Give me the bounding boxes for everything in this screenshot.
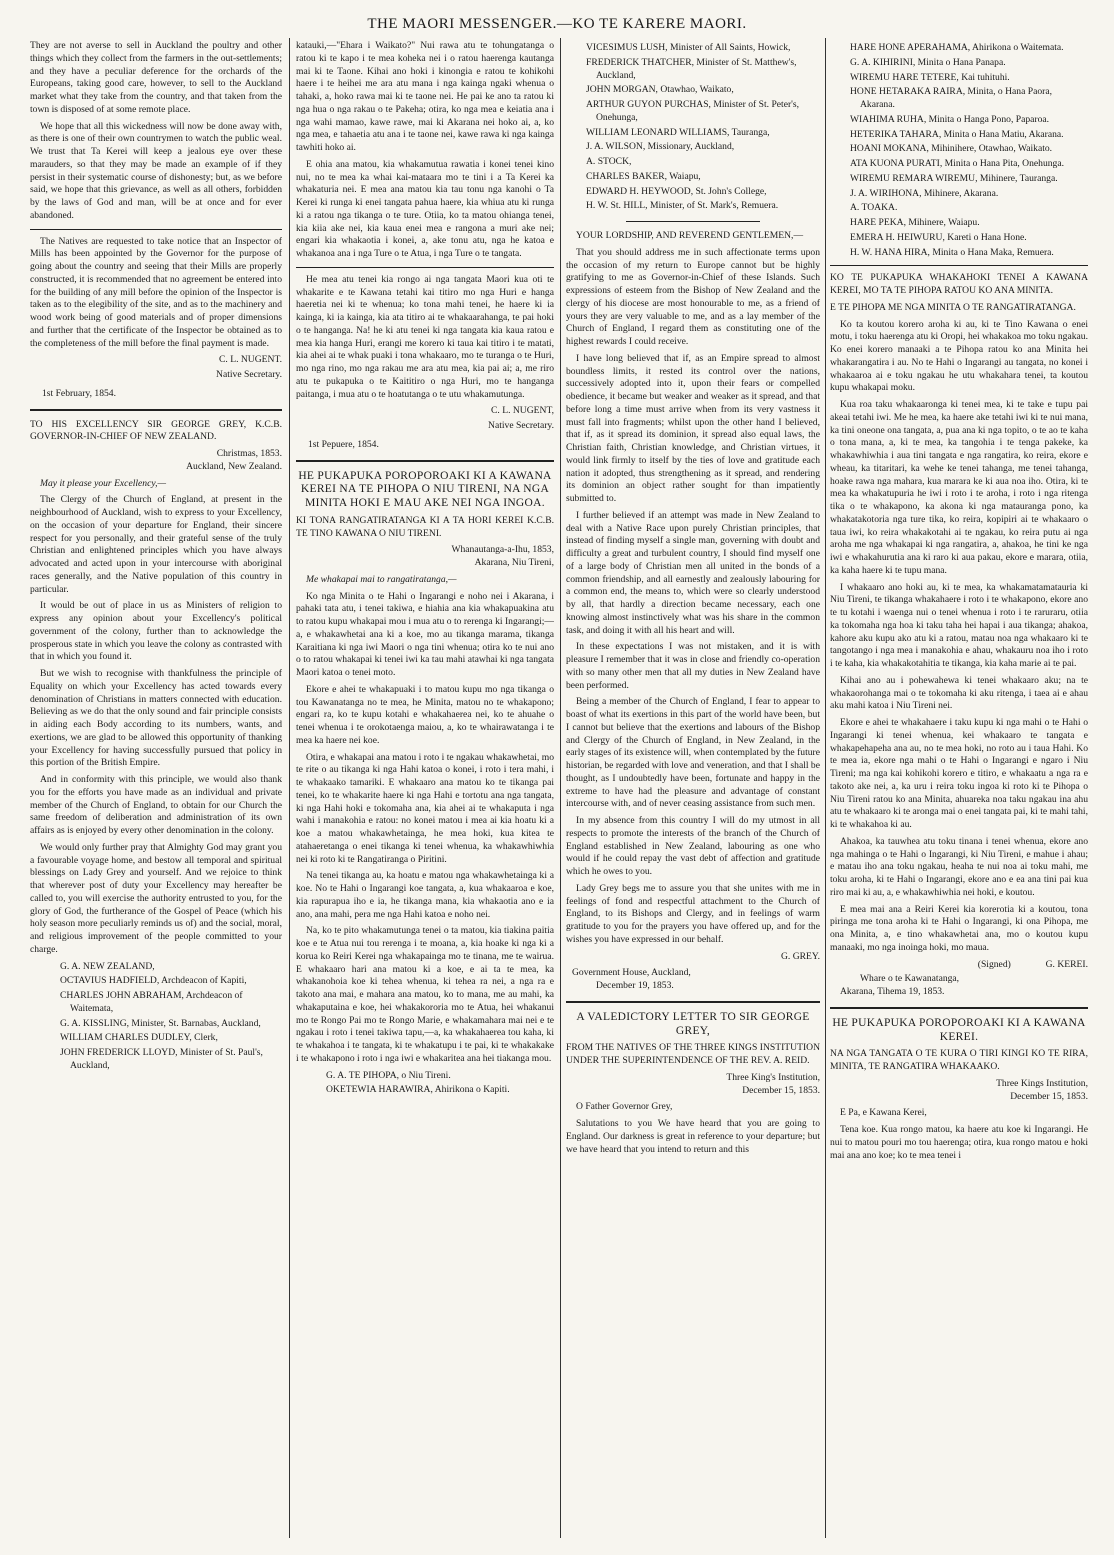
government-house: Government House, Auckland, bbox=[572, 967, 691, 979]
column-2 bbox=[296, 40, 554, 1545]
signature-name: C. L. NUGENT. bbox=[219, 354, 282, 366]
signatory: WIREMU HARE TETERE, Kai tuhituhi. bbox=[850, 71, 1010, 83]
signatory: JOHN MORGAN, Otawhao, Waikato, bbox=[586, 84, 734, 96]
notice-paragraph: He mea atu tenei kia rongo ai nga tangata Maori kua oti te whakarite e te Kawana tetahi kai titiro mo nga Huri e hanga haeretia nei ki te whenua; ko tona mahi tenei, he haere ki ia kainga, ki ia kainga, kia ata titiro ai te whakaarahanga, te pai hoki o te hanganga. Na! he ki atu tenei ki nga tangata kia kaua ratou e mea kia hanga Huri, erangi me korero ki taua kai titiro i te matati, kia ahei ai te whak puaki i tona whakaaro, mo te turanga o te Huri, mo nga rino, mo nga rakau me ara atu mea, kia pai ai; a, me riro atu te pukapuka o te Kaititiro o nga Huri, mo te hanganga paitanga, i mua atu o te hoatutanga o te utu whakamutunga. bbox=[296, 273, 554, 400]
institution-name: Three Kings Institution, bbox=[996, 1077, 1088, 1089]
article-paragraph: E ohia ana matou, kia whakamutua rawatia i konei tenei kino nui, no te mea ka whai kai-mataara mo te tini i a Ta Kerei ka whakaturia nei. E mea ana matou kia tau tonu nga kanohi o Ta Kerei ki runga ki enei tangata pahua haere, kia whiua atu ki runga ki a ratou nga tikanga o te ture. Otiia, ko ta matou ohianga tenei, kia kiia ake nei, kia kaua enei mea e rangona a muri ake nei; engari kia whakaotia i konei, a, ake tonu atu, nga he katoa e whakanoa ana i nga Ture o te Atua, i nga Ture o te tangata. bbox=[296, 158, 554, 259]
letter-paragraph: It would be out of place in us as Ministers of religion to express any opinion about your Excellency's political government of the colony, further than to acknowledge the prosperous state in which you leave the colony as contrasted with that in which you found it. bbox=[30, 600, 282, 663]
signatory: WILLIAM CHARLES DUDLEY, Clerk, bbox=[60, 1032, 218, 1044]
government-house-date: December 19, 1853. bbox=[596, 980, 674, 991]
signatories-list bbox=[830, 42, 1088, 259]
letter-greeting: E Pa, e Kawana Kerei, bbox=[840, 1107, 927, 1119]
institution-name: Three King's Institution, bbox=[726, 1071, 820, 1083]
letter-greeting: O Father Governor Grey, bbox=[576, 1101, 673, 1113]
institution-date: December 15, 1853. bbox=[1010, 1090, 1088, 1102]
institution-date: December 15, 1853. bbox=[742, 1084, 820, 1096]
letter-paragraph: Ekore e ahei te whakapuaki i to matou kupu mo nga tikanga o tou Kawanatanga no te mea, he Minita, matou no te whakapono; engari ra, ko te kupu kotahi e whakahaerea nei, ko te ahuahe o tenei whenua i te orokotaenga maiou, a, ko te whairawatanga i te mea ka haere nei koe. bbox=[296, 683, 554, 746]
letter-subheading: NA NGA TANGATA O TE KURA O TIRI KINGI KO TE RIRA, MINITA, TE RANGATIRA WHAKAAKO. bbox=[830, 1048, 1088, 1073]
signatory: HARE PEKA, Mihinere, Waiapu. bbox=[850, 217, 980, 228]
signatories-list bbox=[296, 1070, 554, 1098]
letter-paragraph: Ko nga Minita o te Hahi o Ingarangi e noho nei i Akarana, i pahaki tata atu, i tenei takiwa, e hiahia ana kia whakapuakina atu to ratou kupu whakapai mou i mua atu o to rerenga ki Ingarangi;—a, e whakawhetai ana ki a koe, mo au tikanga marama, tikanga Karaitiana ki nga iwi Maori o nga tini whenua; otira ko te nui ano o to ratou whakapai ki tenei iwi ka tau mahi atawhai ki nga tangata Maori katoa o tenei moto. bbox=[296, 590, 554, 679]
reply-paragraph: E mea mai ana a Reiri Kerei kia korerotia ki a koutou, tona piringa me tona aroha ki te Hahi o Ingarangi, ki ona Pihopa, me ona Minita, a, e tino whakawhetai ana, mo o koutou kupu manaaki, mo nga inoinga hoki, mo maua. bbox=[830, 903, 1088, 953]
government-house-date: Akarana, Tihema 19, 1853. bbox=[840, 986, 945, 997]
letter-place: Akarana, Niu Tireni, bbox=[474, 557, 554, 569]
divider bbox=[566, 1001, 820, 1003]
signatory: HARE HONE APERAHAMA, Ahirikona o Waitemata. bbox=[850, 42, 1064, 53]
letter-paragraph: We would only further pray that Almighty God may grant you a favourable voyage home, and bestow all temporal and spiritual blessings on Lady Grey and yourself. And we rejoice to think that wherever post of duty your Excellency may hereafter be called to, you will exercise the authority entrusted to you, for the glory of God, the furtherance of the Gospel of Peace (which his holy season more peculiarly reminds us of) and the social, moral, and religious improvement of the people committed to your charge. bbox=[30, 841, 282, 955]
article-paragraph: katauki,—"Ehara i Waikato?" Nui rawa atu te tohungatanga o ratou ki te kapo i te mea koheka nei i o ratou haerenga kautanga mai ki te Taone. Kihai ano hoki i kinongia e ratou te kohikohi haere i te heihei me ara atu mana i nga kainga ngaki whenua o tahaki, a, hoko rawa mai ki te taone nei. He pai ke ano ta ratou ki nga hua o nga rakau o te Pakeha; otira, ko nga mea e keiatia ana i nga wahi mamao, kawe rawe, mai ki Akarana nei hoko ai, a, ko nga mea, e tahaetia atu ana i te taone nei, kawe rawa ki nga kainga tawhiti hoko ai. bbox=[296, 40, 554, 153]
signatory: G. A. NEW ZEALAND, bbox=[60, 960, 155, 972]
reply-salutation: YOUR LORDSHIP, AND REVEREND GENTLEMEN,— bbox=[576, 230, 804, 241]
reply-heading: KO TE PUKAPUKA WHAKAHOKI TENEI A KAWANA KEREI, MO TA TE PIHOPA RATOU KO ANA MINITA. bbox=[830, 272, 1088, 296]
notice-paragraph: The Natives are requested to take notice that an Inspector of Mills has been appointed by the Governor for the purpose of going about the country and seeing that their Mills are properly constructed, it is recommended that no agreement be entered into for the building of any mill before the opinion of the Inspector is taken as to the elegibility of the site, and as to the machinery and wood work being of good materials and of proper dimensions and further that the certificate of the Inspector be obtained as to the completeness of the mill before the final payment is made. bbox=[30, 235, 282, 349]
reply-paragraph: Lady Grey begs me to assure you that she unites with me in feelings of fond and respectful attachment to the Church of England, to its Bishops and Clergy, and in feelings of warm gratitude to you for the prayers you have offered up, and for the wishes you have expressed in our behalf. bbox=[566, 882, 820, 945]
signatory: G. A. KISSLING, Minister, St. Barnabas, Auckland, bbox=[60, 1017, 261, 1029]
notice-date: 1st February, 1854. bbox=[42, 387, 116, 399]
letter-address: KI TONA RANGATIRATANGA KI A TA HORI KEREI K.C.B. TE TINO KAWANA O NIU TIRENI. bbox=[296, 514, 554, 539]
reply-address: E TE PIHOPA ME NGA MINITA O TE RANGATIRATANGA. bbox=[830, 301, 1076, 313]
signed-label: (Signed) bbox=[977, 958, 1011, 970]
divider bbox=[830, 265, 1088, 266]
reply-paragraph: Ekore e ahei te whakahaere i taku kupu ki nga mahi o te Hahi o Ingarangi ki tenei whenua, kei whakaaro te tangata e whakapehapeha ana au, no te mea hoki, no roto au i taua Hahi. Ko te mea ia, ekore nga mahi o te Hahi o Ingarangi e ngaro i Niu Tireni; ma nga kai kohikohi korero e titiro, e whakaatu a nga ra e takoto ake nei, a, ka uru i reira toku ingoa ki roto ki te Pihopa o Niu Tireni ratou ko ana Minita, ahuareka noa taku ngakau ina ahu atu te whakaaro ki te aronga mai o enei tangata pai, ki te mahi tahi, ki te whakahoa ki au. bbox=[830, 717, 1088, 830]
page-header: THE MAORI MESSENGER.—KO TE KARERE MAORI. bbox=[367, 16, 747, 32]
letter-paragraph: And in conformity with this principle, we would also thank you for the efforts you have made as an individual and private member of the Church of England, to obtain for our Church the same freedom of deliberation and administration of its own affairs as is enjoyed by every other denomination in the colony. bbox=[30, 774, 282, 836]
signatories-list bbox=[566, 42, 820, 213]
column-3 bbox=[566, 40, 820, 1545]
signatory: EMERA H. HEIWURU, Kareti o Hana Hone. bbox=[850, 231, 1027, 243]
letter-paragraph: But we wish to recognise with thankfulness the principle of Equality on which your Excellency has acted towards every denomination of Christians in matters connected with education. Believing as we do that the only sound and fair principle consists in aiding each Body according to its numbers, wants, and exertions, we are glad to be allowed this opportunity of thanking your Excellency for having successfully pursued that policy in this portion of the British Empire. bbox=[30, 668, 282, 769]
reply-paragraph: I whakaaro ano hoki au, ki te mea, ka whakamatamatauria ki Niu Tireni, te tikanga whakahaere i roto i te whakapono, ekore ano te tu kotahi i waenga nui o tenei whenua i roto i te raruraru, otiia ka tokomaha nga hoa ki taku taha hei hapai i aua tikanga; ahakoa, kahore aku kupu ako atu ki a ratou, matau noa nga whakaaro ki te tangotango i nga mea i manakohia e ahau, whakauru noa iho i roto i te kaha, kia whakakotahitia te tikanga, kia kaha marie ai te pai. bbox=[830, 581, 1088, 669]
letter-date: Christmas, 1853. bbox=[216, 448, 282, 459]
signatory: ARTHUR GUYON PURCHAS, Minister of St. Peter's, Onehunga, bbox=[586, 99, 800, 123]
notice-date: 1st Pepuere, 1854. bbox=[308, 438, 379, 450]
signatory: OKETEWIA HARAWIRA, Ahirikona o Kapiti. bbox=[326, 1084, 510, 1096]
signatory: CHARLES BAKER, Waiapu, bbox=[586, 170, 701, 182]
signature-title: Native Secretary. bbox=[488, 420, 554, 431]
reply-paragraph: I further believed if an attempt was made in New Zealand to deal with a Native Race upon purely Christian principles, that instead of finding myself a single man, governing with doubt and difficulty a great and turbulent country, I should find myself one of a large body of Christian men all united in the bonds of a common friendship, and all earnestly and zealously labouring for a common end, the means to, which were so clearly understood by all, that hardly a direction became necessary, each one knowing almost instinctively what was his share in the common task, and doing it with all his heart and will. bbox=[566, 509, 820, 636]
signatory: WIREMU REMARA WIREMU, Mihinere, Tauranga. bbox=[850, 172, 1058, 184]
column-rule bbox=[825, 38, 826, 1538]
signatory: WILLIAM LEONARD WILLIAMS, Tauranga, bbox=[586, 126, 770, 138]
signatory: J. A. WIRIHONA, Mihinere, Akarana. bbox=[850, 187, 999, 199]
signatory: HETERIKA TAHARA, Minita o Hana Matiu, Akarana. bbox=[850, 128, 1064, 140]
signatory: A. TOAKA. bbox=[850, 202, 898, 214]
letter-date: Whanautanga-a-Ihu, 1853, bbox=[451, 544, 554, 556]
letter-paragraph: Salutations to you We have heard that you are going to England. Our darkness is great in reference to your departure; but we have heard that you intend to return and this bbox=[566, 1118, 820, 1155]
section-heading: A VALEDICTORY LETTER TO SIR GEORGE GREY, bbox=[576, 1010, 810, 1037]
letter-paragraph: The Clergy of the Church of England, at present in the neighbourhood of Auckland, wish to express to your Excellency, on the occasion of your departure for England, their sincere respect for you personally, and their grateful sense of the truly Christian and enlightened principles which you have always advocated and acted upon in your intercourse with aboriginal races generally, and the Native population of this country in particular. bbox=[30, 494, 282, 595]
signatory: HOANI MOKANA, Mihinihere, Otawhao, Waikato. bbox=[850, 143, 1053, 155]
reply-paragraph: In my absence from this country I will do my utmost in all respects to promote the interests of the branch of the Church of England established in New Zealand, labouring as one who would if he could repay the vast debt of affection and gratitude which he owes to you. bbox=[566, 815, 820, 877]
divider bbox=[830, 1007, 1088, 1009]
reply-paragraph: Being a member of the Church of England, I fear to appear to boast of what its exertions in this part of the world have been, but I cannot but believe that the exertions and labours of the Bishop and Clergy of the Church of England, in New Zealand, in the early stages of its existence will, when contemplated by the future historian, be regarded with love and veneration, and that I shall be thought, as I undoubtedly have been, fortunate and happy in the extreme to have had the pleasure and advantage of constant intercourse with, and of never ceasing assistance from such men. bbox=[566, 696, 820, 810]
letter-paragraph: Otira, e whakapai ana matou i roto i te ngakau whakawhetai, mo te rite o au tikanga ki nga Hahi katoa o konei, i roto i tera mahi, i te whakaako tamariki. E whakaaro ana matou ko te tikanga pai tenei, ko te whakarite haere ki nga Hahi e tortotu ana nga tangata, ki nga Hahi hoki e tokomaha ana, kia ahei ai te whakaputa i nga wahi i manakohia e ratou: no konei matou i mea ai kia hoatu ki a koe a matou whakawhetainga, he mea hoki, kua kitea te atahaeretanga o enei tikanga ki tenei whenua, ka whakawhiwhia nei ki roto ki te Rangatiranga o Piritini. bbox=[296, 751, 554, 865]
article-paragraph: We hope that all this wickedness will now be done away with, as there is one of their own countrymen to watch the public weal. We trust that Ta Kerei will keep a jealous eye over these marauders, so that they may be made an example of if they persist in their systematic course of dishonesty; but, as we before said, we hope that this grievance, as well as all others, forbidden by the laws of God and man, will be at once and for ever abandoned. bbox=[30, 120, 282, 221]
signatory: FREDERICK THATCHER, Minister of St. Matthew's, Auckland, bbox=[586, 56, 797, 81]
column-1 bbox=[30, 40, 282, 1545]
reply-paragraph: In these expectations I was not mistaken, and it is with pleasure I remember that it was in close and friendly co-operation with so many other men that all my duties in New Zealand have been performed. bbox=[566, 641, 820, 691]
signatory: G. A. TE PIHOPA, o Niu Tireni. bbox=[326, 1069, 451, 1081]
reply-signature: G. GREY. bbox=[780, 950, 820, 962]
letter-paragraph: Tena koe. Kua rongo matou, ka haere atu koe ki Ingarangi. He nui to matou pouri mo tou haerenga; otira, kua rongo matou e hoki mai ana ano koe; ko te mea tenei i bbox=[830, 1124, 1088, 1161]
column-rule bbox=[289, 38, 290, 1538]
letter-paragraph: Na, ko te pito whakamutunga tenei o ta matou, kia tiakina paitia koe e te Atua nui tou rerenga i te moana, a, kia hoake ki nga ki a korua ko Reiri Kerei nga whakapainga mo te tinana, me te wairua. E whakaaro hari ana matou ki a koe, e ai ta te mea, ka whakanohoia koe ki tehea whenua, ki tehea ra nei, a nga ra e takoto ana mai, e mahara ana matou, ko to mana, me au mahi, ka whakaputaina e koe, hei whakakororia mo te Atua, hei whakanui mo te Rongo Pai mo te Rongo Marie, e whakamahara mai nei e te ngakau i roto i tenei takiwa tapu,—a, ka whakahaerea tou kaha, ki te whakahoa i te tangata, ki te whakatupu i te pai, ki te whakakake i te whakapono i roto i nga iwi e whakaritea ana hei tiakanga mou. bbox=[296, 925, 554, 1064]
letter-salutation: Me whakapai mai to rangatiratanga,— bbox=[306, 573, 457, 585]
signatory: WIAHIMA RUHA, Minita o Hanga Pono, Paparoa. bbox=[850, 113, 1050, 125]
signatory: ATA KUONA PURATI, Minita o Hana Pita, Onehunga. bbox=[850, 158, 1065, 169]
signatory: VICESIMUS LUSH, Minister of All Saints, Howick, bbox=[586, 42, 791, 53]
article-paragraph: They are not averse to sell in Auckland the poultry and other things which they collect from the farmers in the out-settlements; and they have a peculiar deference for the orchards of the Europeans, taking good care, however, to sell to the Auckland market what they take from the country, and that taken from the town is disposed of at some remote place. bbox=[30, 40, 282, 115]
divider bbox=[626, 221, 760, 222]
section-heading: HE PUKAPUKA POROPOROAKI KI A KAWANA KEREI. bbox=[832, 1016, 1086, 1043]
signatory: A. STOCK, bbox=[586, 156, 632, 167]
letter-subheading: FROM THE NATIVES OF THE THREE KINGS INSTITUTION UNDER THE SUPERINTENDENCE OF THE REV. A. REID. bbox=[566, 1042, 820, 1067]
signature-title: Native Secretary. bbox=[216, 369, 282, 380]
divider bbox=[296, 267, 554, 268]
government-house: Whare o te Kawanatanga, bbox=[860, 973, 960, 985]
reply-signature bbox=[830, 959, 1088, 972]
signatory: J. A. WILSON, Missionary, Auckland, bbox=[586, 141, 735, 153]
signatory: CHARLES JOHN ABRAHAM, Archdeacon of Waitemata, bbox=[60, 990, 243, 1014]
signature-name: G. KEREI. bbox=[1045, 958, 1088, 970]
signature-name: C. L. NUGENT, bbox=[491, 405, 554, 417]
reply-paragraph: Kihai ano au i pohewahewa ki tenei whakaaro aku; na te whakaorohanga mai o te tokomaha ki aku ritenga, i taea ai e ahau aku mahi katoa i Niu Tireni nei. bbox=[830, 674, 1088, 712]
signatory: EDWARD H. HEYWOOD, St. John's College, bbox=[586, 185, 767, 197]
reply-paragraph: That you should address me in such affectionate terms upon the occasion of my return to Europe cannot but be highly gratifying to me as Governor-in-Chief of these Islands. Such expressions of esteem from the Bishop of New Zealand and the clergy of his diocese are most honourable to me, as a friend of yours they are very valuable to me, and as a lay member of the Church of England, I regard them as constituting one of the highest rewards I could receive. bbox=[566, 246, 820, 347]
section-heading: HE PUKAPUKA POROPOROAKI KI A KAWANA KEREI NA TE PIHOPA O NIU TIRENI, NA NGA MINITA HOKI E MAU AKE NEI NGA INGOA. bbox=[298, 469, 552, 510]
reply-paragraph: Ko ta koutou korero aroha ki au, ki te Tino Kawana o enei motu, i toku haerenga atu ki Oropi, hei whakakoa mo toku ngakau. Ko enei korero manaaki a te Pihopa ratou ko ana Minita hei whakarangatira i au. No te Hahi o Ingarangi au tangata, no konei i whakaaroa ai e toku ngakau he utu whakahara tenei, ta koutou kupu whakapai moku. bbox=[830, 318, 1088, 394]
column-4 bbox=[830, 40, 1088, 1545]
divider bbox=[30, 409, 282, 411]
signatory: G. A. KIHIRINI, Minita o Hana Panapa. bbox=[850, 56, 1006, 68]
letter-salutation: May it please your Excellency,— bbox=[40, 477, 167, 489]
reply-paragraph: I have long believed that if, as an Empire spread to almost boundless limits, it rested its control over the nations, successively adopted into it, upon their fears or compelled obedience, it became but weaker and weaker as it spread, and that before long a time must arrive when from its very vastness it must fall into fragments; whilst upon the other hand I believed, that if, as it spread its dominion, it spread also equal laws, the Christian faith, Christian knowledge, and Christian virtues, it would link firmly to itself by the ties of love and gratitude each nation it adopted, thus strengthening as it spread, and rendering its dominion an object rather sought for than impatiently submitted to. bbox=[566, 352, 820, 504]
column-rule bbox=[560, 38, 561, 1538]
signatory: H. W. HANA HIRA, Minita o Hana Maka, Remuera. bbox=[850, 246, 1054, 258]
letter-place: Auckland, New Zealand. bbox=[186, 460, 282, 472]
letter-paragraph: Na tenei tikanga au, ka hoatu e matou nga whakawhetainga ki a koe. No te Hahi o Ingarangi koe tangata, a, kua whakaaroa e koe, kia rapurapua iho e ia, he tikanga mana, kia whakaotia ano e ia ano, ana mahi, pera me nga Hahi katoa e noho nei. bbox=[296, 870, 554, 920]
divider bbox=[30, 229, 282, 230]
signatory: H. W. St. HILL, Minister, of St. Mark's, Remuera. bbox=[586, 200, 779, 212]
signatory: HONE HETARAKA RAIRA, Minita, o Hana Paora, Akarana. bbox=[850, 86, 1053, 110]
reply-paragraph: Kua roa taku whakaaronga ki tenei mea, ki te take e tupu pai akeai tetahi iwi. Me he mea, ka haere ake tetahi iwi ki te nui mana, ka tini oneone ona tangata, a, pua ana ki nga topito, o te ao te kaha o tona mana, a, ki te mea, ka tangohia i te tenga pakeke, ka whakawhiwhia i aua tini tangata e nga rangatira, ko reira, ekore e wheau, ka titaritari, ka wehe ke tenei tahanga, me tenei tahanga, hoake rawa nga mahara, kua marara ke ki aua noa iho. Otira, ki te mea ka whakatupuria he iwi i roto i te aroha, i roto i nga ritenga tika o te whakapono, ka akona ki nga matauranga pono, ka whakatakotoria nga ture tika, ko reira, kopipiri ai te whakaaro o taua iwi, ko reira whakakotahi ai te ngakau, ko reira putu ai nga aroha me nga whakapai ki nga rangatira, a, ahakoa, he tini ke nga iwi e whakahurutia ana ki raro ki aua pakau, ekore e marara, otiia, ka kaha haere ki te tupu mana. bbox=[830, 399, 1088, 576]
signatories-list bbox=[30, 961, 282, 1073]
signatory: OCTAVIUS HADFIELD, Archdeacon of Kapiti, bbox=[60, 975, 247, 987]
divider bbox=[296, 460, 554, 462]
reply-paragraph: Ahakoa, ka tauwhea atu toku tinana i tenei whenua, ekore ano nga mahinga o te Hahi o Ingarangi, ki Niu Tireni, e mahue i ahau; e matau iho ana toku ngakau, heaha te nui noa ai toku mahi, me toku aroha, ki te Hahi o Ingarangi, ekore ano e ea ana tini pai kua riro mai ki au, a, e whakawhiwhia nei hoki, e koutou. bbox=[830, 835, 1088, 898]
signatory: JOHN FREDERICK LLOYD, Minister of St. Paul's, Auckland, bbox=[60, 1047, 263, 1071]
letter-address: TO HIS EXCELLENCY SIR GEORGE GREY, K.C.B. GOVERNOR-IN-CHIEF OF NEW ZEALAND. bbox=[30, 418, 282, 443]
